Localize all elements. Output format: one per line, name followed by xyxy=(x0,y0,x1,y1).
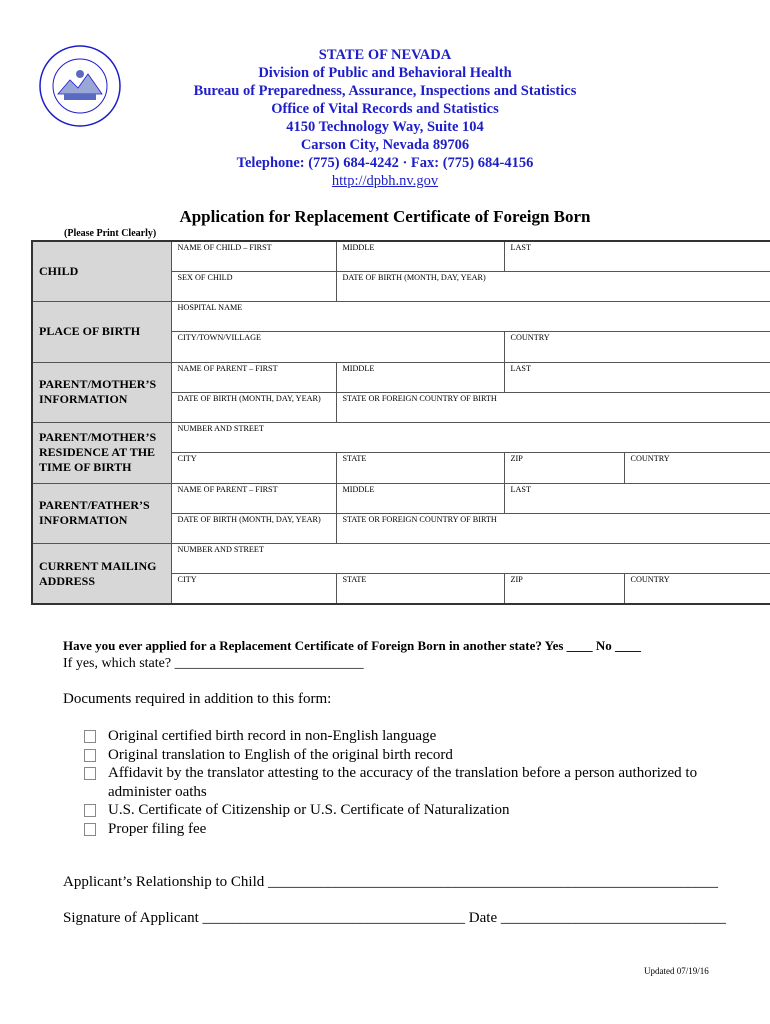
mother-country-field[interactable]: COUNTRY xyxy=(624,453,770,483)
header-line: STATE OF NEVADA xyxy=(318,47,452,63)
section-child: CHILD xyxy=(32,241,171,302)
sex-of-child-field[interactable]: SEX OF CHILD xyxy=(171,271,336,301)
header-line: Carson City, Nevada 89706 xyxy=(300,137,470,153)
father-middle-name-field[interactable]: MIDDLE xyxy=(336,483,504,513)
header-line: Division of Public and Behavioral Health xyxy=(258,65,512,81)
list-item xyxy=(84,746,724,765)
document-label: Original translation to English of the original birth record xyxy=(108,746,453,763)
list-item xyxy=(84,801,724,820)
section-mother-residence: PARENT/MOTHER’S RESIDENCE AT THE TIME OF BIRTH xyxy=(32,423,171,484)
child-dob-field[interactable]: DATE OF BIRTH (MONTH, DAY, YEAR) xyxy=(336,271,770,301)
section-place-of-birth: PLACE OF BIRTH xyxy=(32,302,171,363)
hospital-name-field[interactable]: HOSPITAL NAME xyxy=(171,302,770,332)
father-last-name-field[interactable]: LAST xyxy=(504,483,770,513)
document-label: Proper filing fee xyxy=(108,820,207,837)
relationship-field[interactable]: Applicant’s Relationship to Child ____________________________________________________________ xyxy=(63,874,718,890)
which-state-question[interactable]: If yes, which state? ___________________________ xyxy=(63,656,364,671)
checkbox-icon[interactable] xyxy=(84,730,96,743)
website-link[interactable]: http://dpbh.nv.gov xyxy=(331,173,439,189)
checkbox-icon[interactable] xyxy=(84,749,96,762)
prior-application-question[interactable]: Have you ever applied for a Replacement Certificate of Foreign Born in another state? Yes ____ No ____ xyxy=(63,638,642,653)
required-documents-list xyxy=(84,727,724,838)
mother-zip-field[interactable]: ZIP xyxy=(504,453,624,483)
document-label: Original certified birth record in non-English language xyxy=(108,728,437,744)
birth-country-field[interactable]: COUNTRY xyxy=(504,332,770,362)
list-item xyxy=(84,764,724,801)
print-instruction: (Please Print Clearly) xyxy=(64,228,157,239)
section-father-info: PARENT/FATHER’S INFORMATION xyxy=(32,483,171,544)
mother-state-field[interactable]: STATE xyxy=(336,453,504,483)
mother-first-name-field[interactable]: NAME OF PARENT – FIRST xyxy=(171,362,336,392)
document-label: U.S. Certificate of Citizenship or U.S. Certificate of Naturalization xyxy=(108,802,510,818)
child-middle-name-field[interactable]: MIDDLE xyxy=(336,241,504,271)
section-mother-info: PARENT/MOTHER’S INFORMATION xyxy=(32,362,171,423)
application-form-table xyxy=(31,240,770,605)
mother-city-field[interactable]: CITY xyxy=(171,453,336,483)
father-birthplace-field[interactable]: STATE OR FOREIGN COUNTRY OF BIRTH xyxy=(336,513,770,543)
city-town-village-field[interactable]: CITY/TOWN/VILLAGE xyxy=(171,332,504,362)
header-line: Telephone: (775) 684-4242 · Fax: (775) 684-4156 xyxy=(236,155,534,171)
mailing-state-field[interactable]: STATE xyxy=(336,574,504,604)
checkbox-icon[interactable] xyxy=(84,823,96,836)
header-line: Bureau of Preparedness, Assurance, Inspections and Statistics xyxy=(193,83,577,99)
header-line: Office of Vital Records and Statistics xyxy=(271,101,499,117)
mailing-street-field[interactable]: NUMBER AND STREET xyxy=(171,544,770,574)
mother-birthplace-field[interactable]: STATE OR FOREIGN COUNTRY OF BIRTH xyxy=(336,392,770,422)
mother-street-field[interactable]: NUMBER AND STREET xyxy=(171,423,770,453)
mother-middle-name-field[interactable]: MIDDLE xyxy=(336,362,504,392)
child-first-name-field[interactable]: NAME OF CHILD – FIRST xyxy=(171,241,336,271)
section-mailing-address: CURRENT MAILING ADDRESS xyxy=(32,544,171,605)
document-label: Affidavit by the translator attesting to the accuracy of the translation before a person authorized to administer oaths xyxy=(108,765,698,800)
header-line: 4150 Technology Way, Suite 104 xyxy=(286,119,484,135)
checkbox-icon[interactable] xyxy=(84,767,96,780)
mailing-zip-field[interactable]: ZIP xyxy=(504,574,624,604)
agency-header xyxy=(0,46,770,190)
form-title: Application for Replacement Certificate of Foreign Born xyxy=(179,207,591,226)
mailing-city-field[interactable]: CITY xyxy=(171,574,336,604)
list-item xyxy=(84,727,724,746)
checkbox-icon[interactable] xyxy=(84,804,96,817)
mother-last-name-field[interactable]: LAST xyxy=(504,362,770,392)
father-dob-field[interactable]: DATE OF BIRTH (MONTH, DAY, YEAR) xyxy=(171,513,336,543)
mailing-country-field[interactable]: COUNTRY xyxy=(624,574,770,604)
updated-date: Updated 07/19/16 xyxy=(644,966,709,976)
mother-dob-field[interactable]: DATE OF BIRTH (MONTH, DAY, YEAR) xyxy=(171,392,336,422)
signature-date-field[interactable]: Signature of Applicant ___________________________________ Date ______________________________ xyxy=(63,910,726,926)
child-last-name-field[interactable]: LAST xyxy=(504,241,770,271)
documents-heading: Documents required in addition to this form: xyxy=(63,691,332,707)
father-first-name-field[interactable]: NAME OF PARENT – FIRST xyxy=(171,483,336,513)
list-item xyxy=(84,820,724,839)
